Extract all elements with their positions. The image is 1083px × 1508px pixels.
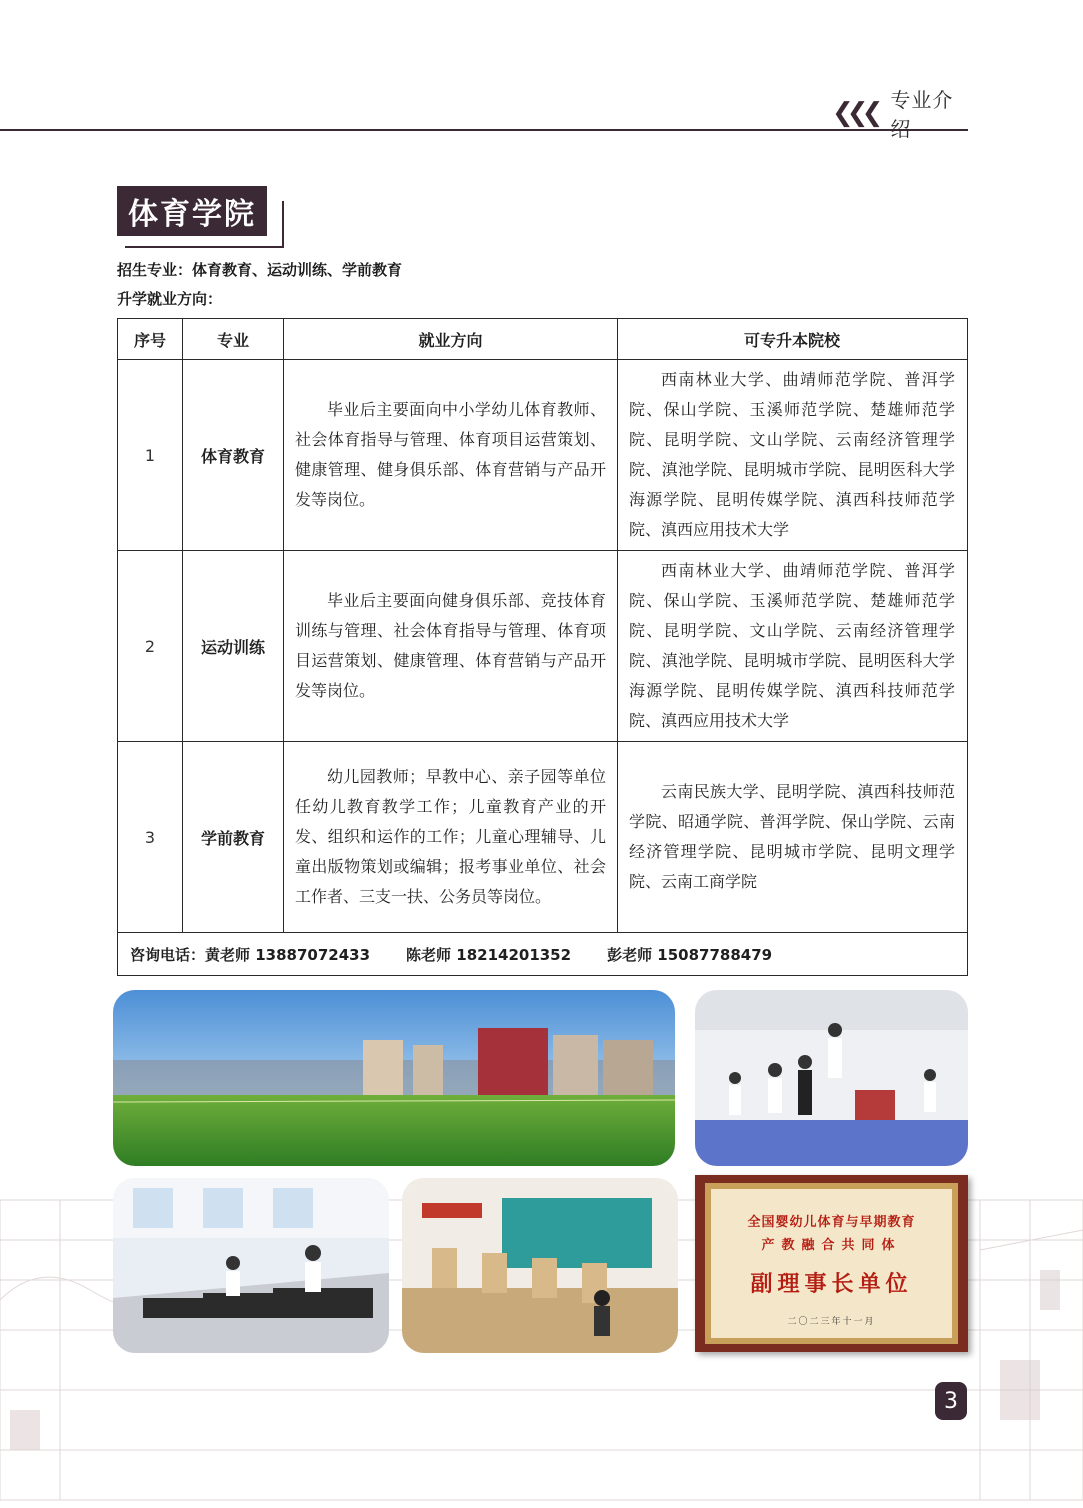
plaque-line-2: 产教融合共同体	[761, 1238, 902, 1253]
contact-row	[118, 933, 967, 975]
sports-field-photo	[113, 990, 675, 1166]
row-upgrade: 西南林业大学、曲靖师范学院、普洱学院、保山学院、玉溪师范学院、楚雄师范学院、昆明学院、文山学院、云南经济管理学院、滇池学院、昆明城市学院、昆明医科大学海源学院、昆明传媒学院、滇西科技师范学院、滇西应用技术大学	[629, 561, 955, 730]
art-classroom-photo	[402, 1178, 678, 1353]
row-major: 学前教育	[183, 742, 284, 932]
header-rule	[0, 129, 968, 131]
plaque-date: 二〇二三年十一月	[787, 1317, 876, 1327]
chevrons-icon: ❮❮❮	[832, 98, 877, 128]
row-career: 毕业后主要面向健身俱乐部、竞技体育训练与管理、社会体育指导与管理、体育项目运营策划、健康管理、体育营销与产品开发等岗位。	[295, 591, 606, 700]
header-upgrade: 可专升本院校	[743, 330, 840, 350]
row-seq: 3	[118, 742, 183, 932]
enrollment-majors: 招生专业：体育教育、运动训练、学前教育	[117, 261, 403, 279]
row-upgrade: 云南民族大学、昆明学院、滇西科技师范学院、昭通学院、普洱学院、保山学院、云南经济管理学院、昆明城市学院、昆明文理学院、云南工商学院	[629, 782, 955, 891]
contact-phone-2: 陈老师 18214201352	[406, 945, 572, 964]
gymnastics-photo	[695, 990, 968, 1166]
row-seq: 1	[118, 360, 183, 550]
plaque-title: 副理事长单位	[750, 1271, 913, 1297]
table-row	[118, 742, 967, 933]
career-direction-label: 升学就业方向：	[117, 290, 223, 308]
treadmill-gym-photo	[113, 1178, 389, 1353]
page-number: 3	[935, 1382, 967, 1420]
row-major: 体育教育	[183, 360, 284, 550]
college-title: 体育学院	[117, 186, 267, 236]
header-career: 就业方向	[284, 319, 618, 359]
section-header	[832, 88, 972, 141]
row-career: 毕业后主要面向中小学幼儿体育教师、社会体育指导与管理、体育项目运营策划、健康管理、健身俱乐部、体育营销与产品开发等岗位。	[295, 400, 606, 509]
row-seq: 2	[118, 551, 183, 741]
plaque-panel	[711, 1189, 952, 1338]
contact-phone-3: 彭老师 15087788479	[607, 945, 773, 964]
header-major: 专业	[183, 319, 284, 359]
header-seq: 序号	[118, 319, 183, 359]
row-upgrade: 西南林业大学、曲靖师范学院、普洱学院、保山学院、玉溪师范学院、楚雄师范学院、昆明学院、文山学院、云南经济管理学院、滇池学院、昆明城市学院、昆明医科大学海源学院、昆明传媒学院、滇西科技师范学院、滇西应用技术大学	[629, 370, 955, 539]
contact-phone-1: 咨询电话：黄老师 13887072433	[130, 945, 371, 964]
table-row	[118, 551, 967, 742]
plaque-frame	[705, 1183, 958, 1344]
table-row	[118, 360, 967, 551]
section-header-label: 专业介绍	[890, 88, 954, 141]
award-plaque	[695, 1175, 968, 1352]
majors-table	[117, 318, 968, 976]
plaque-line-1: 全国婴幼儿体育与早期教育	[747, 1215, 916, 1230]
row-major: 运动训练	[183, 551, 284, 741]
table-header-row	[118, 319, 967, 360]
row-career: 幼儿园教师；早教中心、亲子园等单位任幼儿教育教学工作；儿童教育产业的开发、组织和运作的工作；儿童心理辅导、儿童出版物策划或编辑；报考事业单位、社会工作者、三支一扶、公务员等岗位。	[295, 767, 606, 906]
